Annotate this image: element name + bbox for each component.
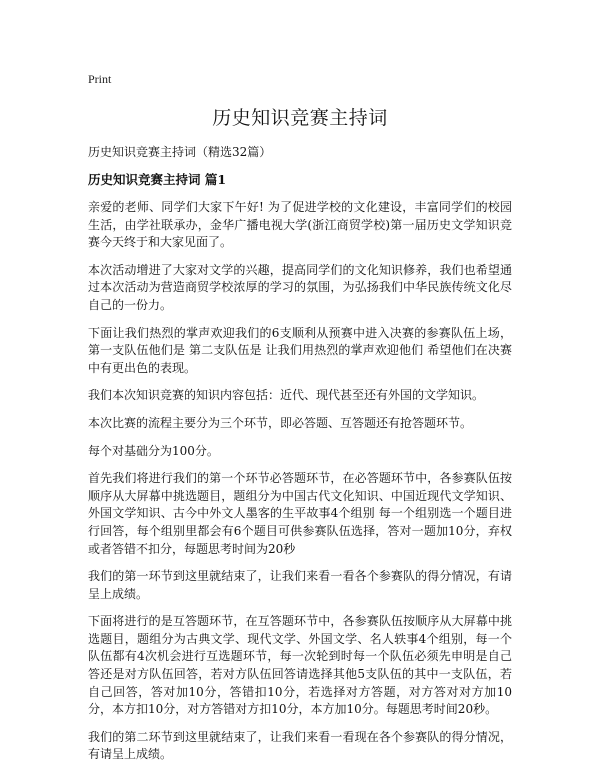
paragraph-process: 本次比赛的流程主要分为三个环节，即必答题、互答题还有抢答题环节。 <box>88 415 473 430</box>
section-heading: 历史知识竞赛主持词 篇1 <box>88 172 227 187</box>
paragraph-round-one: 首先我们将进行我们的第一个环节必答题环节，在必答题环节中，各参赛队伍按顺序从大屏幕中挑选题目，题组分为中国古代文化知识、中国近现代文学知识、外国文学知识、古今中外文人墨客的生平故事4个组别 每一个组别选一个题目进行回答，每个组别里都会有6个题目可供参赛队伍选择，答对一题加10分，弃权或者答错不扣分，每题思考时间为20秒 <box>88 471 512 556</box>
document-subtitle: 历史知识竞赛主持词（精选32篇） <box>88 145 272 159</box>
paragraph-purpose: 本次活动增进了大家对文学的兴趣，提高同学们的文化知识修养，我们也希望通过本次活动为营造商贸学校浓厚的学习的氛围，为弘扬我们中华民族传统文化尽自己的一份力。 <box>88 262 512 312</box>
print-label: Print <box>88 72 112 86</box>
paragraph-round-two: 下面将进行的是互答题环节，在互答题环节中，各参赛队伍按顺序从大屏幕中挑选题目，题组分为古典文学、现代文学、外国文学、名人轶事4个组别，每一个队伍都有4次机会进行互选题环节，每一次轮到时每一个队伍必须先申明是自己答还是对方队伍回答，若对方队伍回答请选择其他5支队伍的其中一支队伍，若自己回答，答对加10分，答错扣10分，若选择对方答题，对方答对对方加10分，本方扣10分，对方答错对方扣10分，本方加10分。每题思考时间20秒。 <box>88 614 512 717</box>
page-title: 历史知识竞赛主持词 <box>212 107 388 129</box>
paragraph-teams-intro: 下面让我们热烈的掌声欢迎我们的6支顺利从预赛中进入决赛的参赛队伍上场， 第一支队伍他们是 第二支队伍是 让我们用热烈的掌声欢迎他们 希望他们在决赛中有更出色的表现。 <box>88 325 512 375</box>
paragraph-base-score: 每个对基础分为100分。 <box>88 443 219 458</box>
paragraph-content-scope: 我们本次知识竞赛的知识内容包括：近代、现代甚至还有外国的文学知识。 <box>88 388 485 403</box>
paragraph-round-one-end: 我们的第一环节到这里就结束了，让我们来看一看各个参赛队的得分情况，有请呈上成绩。 <box>88 569 512 601</box>
paragraph-round-two-end: 我们的第二环节到这里就结束了，让我们来看一看现在各个参赛队的得分情况，有请呈上成绩。 <box>88 729 512 762</box>
paragraph-greeting: 亲爱的老师、同学们大家下午好! 为了促进学校的文化建设，丰富同学们的校园生活，由学社联承办，金华广播电视大学(浙江商贸学校)第一届历史文学知识竞赛今天终于和大家见面了。 <box>88 200 512 250</box>
